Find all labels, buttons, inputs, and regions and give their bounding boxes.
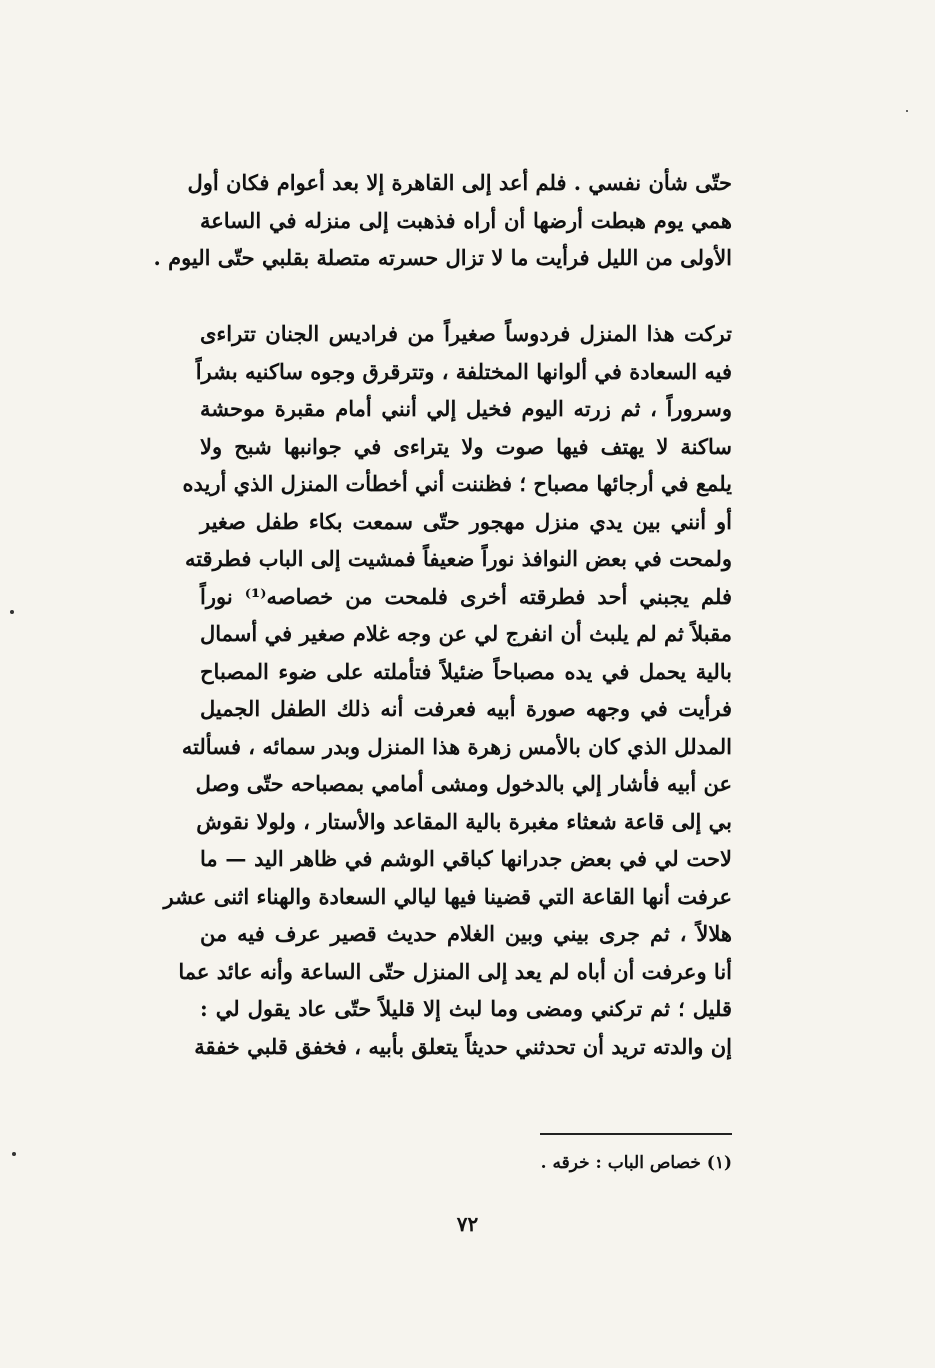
text-line: حتّى شأن نفسي . فلم أعد إلى القاهرة إلا بعد أعوام فكان أول (187, 170, 732, 195)
footnote: (١) خصاص الباب : خرقه . (540, 1153, 732, 1173)
paragraph-1 (153, 164, 732, 277)
page-number: ٧٢ (456, 1212, 479, 1236)
text-line: ساكنة لا يهتف فيها صوت ولا يتراءى في جوانبها شبح ولا (200, 433, 732, 459)
text-line: ولمحت في بعض النوافذ نوراً ضعيفاً فمشيت إلى الباب فطرقته (184, 546, 732, 571)
text-line: أنا وعرفت أن أباه لم يعد إلى المنزل حتّى الساعة وأنه عائد عما (178, 958, 732, 984)
scan-speck (906, 110, 908, 112)
text-line: الأولى من الليل فرأيت ما لا تزال حسرته متصلة بقلبي حتّى اليوم . (153, 245, 732, 270)
text-line: قليل ؛ ثم تركني ومضى وما لبث إلا قليلاً حتّى عاد يقول لي : (200, 996, 732, 1021)
text-line: بي إلى قاعة شعثاء مغبرة بالية المقاعد والأستار ، ولولا نقوش (196, 808, 732, 834)
text-line: فرأيت في وجهه صورة أبيه فعرفت أنه ذلك الطفل الجميل (200, 696, 732, 721)
scan-speck (12, 1152, 16, 1156)
text-line: تركت هذا المنزل فردوساً صغيراً من فراديس الجنان تتراءى (200, 321, 732, 346)
scan-speck (10, 610, 14, 614)
text-line: عرفت أنها القاعة التي قضينا فيها ليالي السعادة والهناء اثنى عشر (163, 883, 732, 909)
text-line: أو أنني بين يدي منزل مهجور حتّى سمعت بكاء طفل صغير (200, 508, 732, 534)
paragraph-2 (163, 315, 732, 1065)
text-line: هلالاً ، ثم جرى بيني وبين الغلام حديث قصير عرف فيه من (200, 921, 732, 946)
text-line: لاحت لي في بعض جدرانها كباقي الوشم في ظاهر اليد — ما (200, 846, 732, 871)
text-line: همي يوم هبطت أرضها أن أراه فذهبت إلى منزله في الساعة (200, 207, 732, 233)
text-line: إن والدته تريد أن تحدثني حديثاً يتعلق بأبيه ، فخفق قلبي خفقة (194, 1033, 732, 1059)
text-line: مقبلاً ثم لم يلبث أن انفرج لي عن وجه غلام صغير في أسمال (200, 621, 732, 646)
footnote-divider (540, 1133, 732, 1135)
text-line: فلم يجبني أحد فطرقته أخرى فلمحت من خصاصه⁽¹⁾ نوراً (200, 583, 732, 609)
text-line: عن أبيه فأشار إلي بالدخول ومشى أمامي بمصباحه حتّى وصل (195, 771, 732, 796)
text-line: بالية يحمل في يده مصباحاً ضئيلاً فتأملته على ضوء المصباح (200, 658, 732, 684)
text-line: يلمع في أرجائها مصباح ؛ فظننت أني أخطأت المنزل الذي أريده (182, 471, 732, 496)
text-line: المدلل الذي كان بالأمس زهرة هذا المنزل وبدر سمائه ، فسألته (181, 733, 732, 759)
text-line: وسروراً ، ثم زرته اليوم فخيل إلي أنني أمام مقبرة موحشة (200, 396, 732, 421)
text-line: فيه السعادة في ألوانها المختلفة ، وتترقرق وجوه ساكنيه بشراً (195, 358, 732, 384)
